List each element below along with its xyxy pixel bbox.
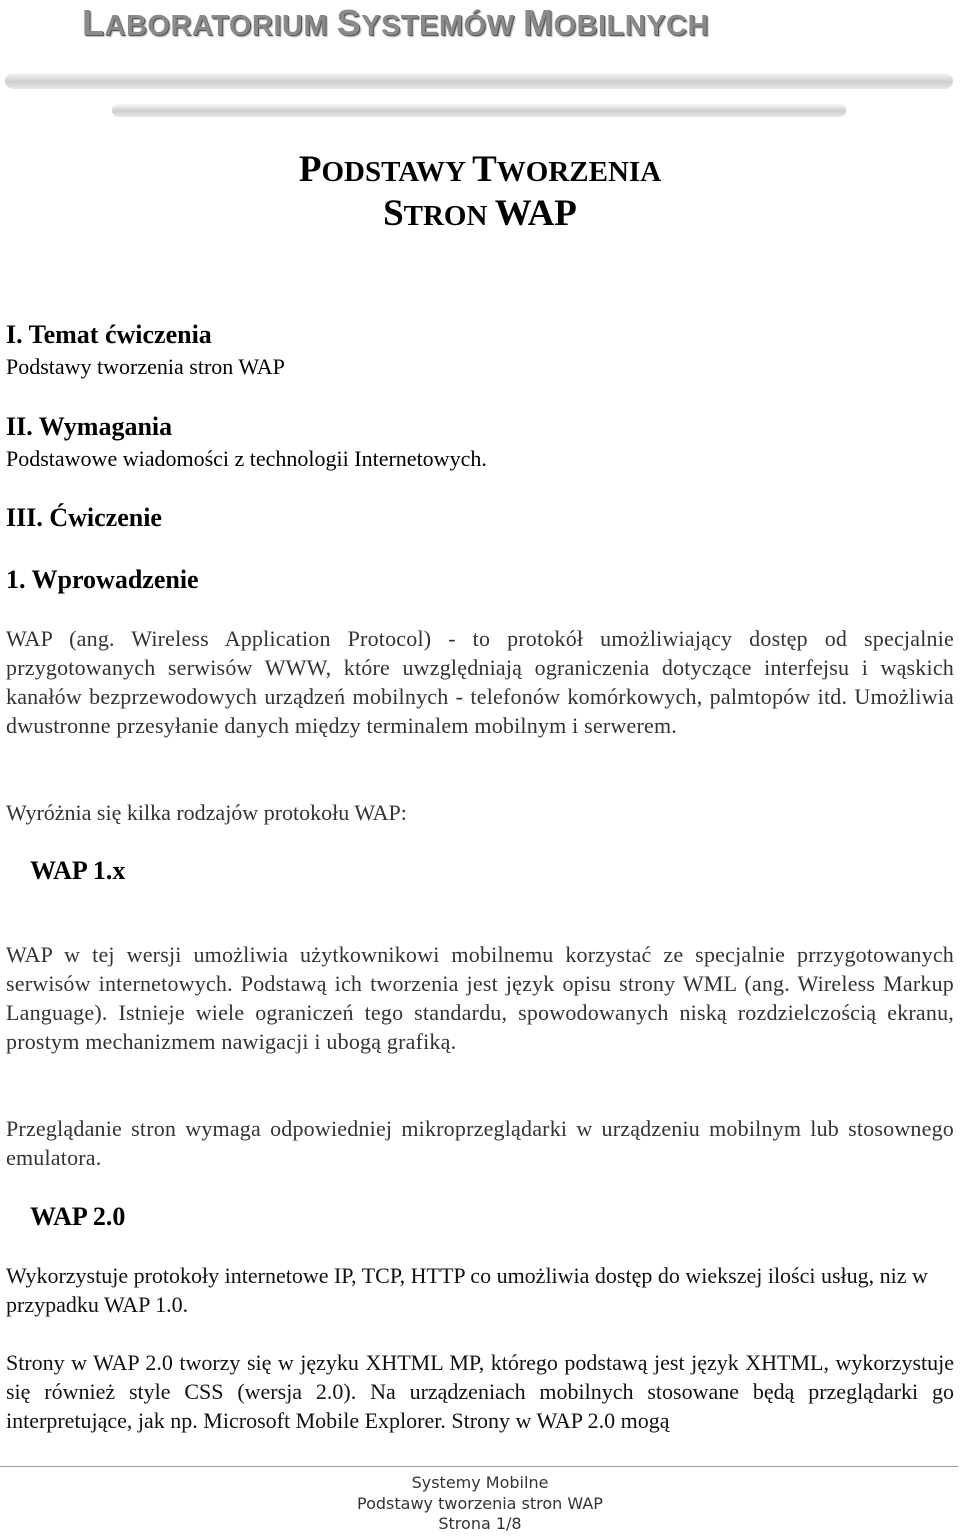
section-heading-requirements: II. Wymagania xyxy=(6,412,173,441)
subheading-wap1: WAP 1.x xyxy=(30,856,126,885)
section-text-topic: Podstawy tworzenia stron WAP xyxy=(6,354,285,379)
paragraph-intro: WAP (ang. Wireless Application Protocol) - to protokół umożliwiający dostęp od specjalnie przygotowanych serwisów WWW, które uwzględniają ograniczenia dotyczące interfejsu i wąskich kanałów bezprzewodowych urządzeń mobilnych - telefonów komórkowych, palmtopów itd. Umożliwia dwustronne przesyłanie danych między terminalem mobilnym i serwerem. xyxy=(6,626,954,738)
title-initial: WAP xyxy=(494,193,577,234)
lab-title-initial: S xyxy=(336,2,362,43)
footer-page-number: Strona 1/8 xyxy=(438,1514,522,1533)
section-heading-exercise: III. Ćwiczenie xyxy=(6,503,162,532)
decorative-divider-bar xyxy=(112,104,846,117)
lab-title xyxy=(82,2,882,44)
paragraph-wap2-xhtml: Strony w WAP 2.0 tworzy się w języku XHTML MP, którego podstawą jest język XHTML, wykorzystuje się również style CSS (wersja 2.0). Na urządzeniach mobilnych stosowane będą przeglądarki go interpretujące, jak np. Microsoft Mobile Explorer. Strony w WAP 2.0 mogą xyxy=(6,1350,954,1433)
page-footer xyxy=(0,1473,960,1535)
subsection-heading-intro: 1. Wprowadzenie xyxy=(6,565,199,594)
footer-document: Podstawy tworzenia stron WAP xyxy=(357,1493,603,1513)
title-initial: S xyxy=(383,193,404,234)
section-text-requirements: Podstawowe wiadomości z technologii Internetowych. xyxy=(6,446,487,471)
paragraph-wap2-protocols: Wykorzystuje protokoły internetowe IP, TCP, HTTP co umożliwia dostęp do wiekszej ilości usług, niz w przypadku WAP 1.0. xyxy=(6,1263,928,1317)
title-initial: P xyxy=(298,149,322,190)
title-rest: TRON xyxy=(403,200,495,232)
footer-divider xyxy=(0,1466,958,1467)
paragraph-wap1-description: WAP w tej wersji umożliwia użytkownikowi mobilnemu korzystać ze specjalnie prrzygotowanych serwisów internetowych. Podstawą ich tworzenia jest język opisu strony WML (ang. Wireless Markup Language). Istnieje wiele ograniczeń tego standardu, spowodowanych niską rozdzielczością ekranu, prostym mechanizmem nawigacji i ubogą grafiką. xyxy=(6,942,954,1054)
title-initial: T xyxy=(472,149,497,190)
lab-title-rest: YSTEMÓW xyxy=(361,10,523,42)
paragraph-wap1-browsing: Przeglądanie stron wymaga odpowiedniej mikroprzeglądarki w urządzeniu mobilnym lub stosownego emulatora. xyxy=(6,1116,954,1170)
subheading-wap2: WAP 2.0 xyxy=(30,1202,126,1231)
section-heading-topic: I. Temat ćwiczenia xyxy=(6,320,212,349)
lab-title-initial: M xyxy=(523,2,554,43)
lab-title-rest: OBILNYCH xyxy=(553,10,709,42)
lab-title-rest: ABORATORIUM xyxy=(104,10,337,42)
footer-course: Systemy Mobilne xyxy=(411,1473,549,1492)
title-rest: ODSTAWY xyxy=(321,156,473,188)
document-title-line-2 xyxy=(0,195,960,232)
lab-title-initial: L xyxy=(82,2,105,43)
decorative-divider-bar xyxy=(5,73,953,89)
title-rest: WORZENIA xyxy=(496,156,662,188)
paragraph-kinds: Wyróżnia się kilka rodzajów protokołu WAP: xyxy=(6,800,407,825)
document-title-line-1 xyxy=(0,151,960,188)
